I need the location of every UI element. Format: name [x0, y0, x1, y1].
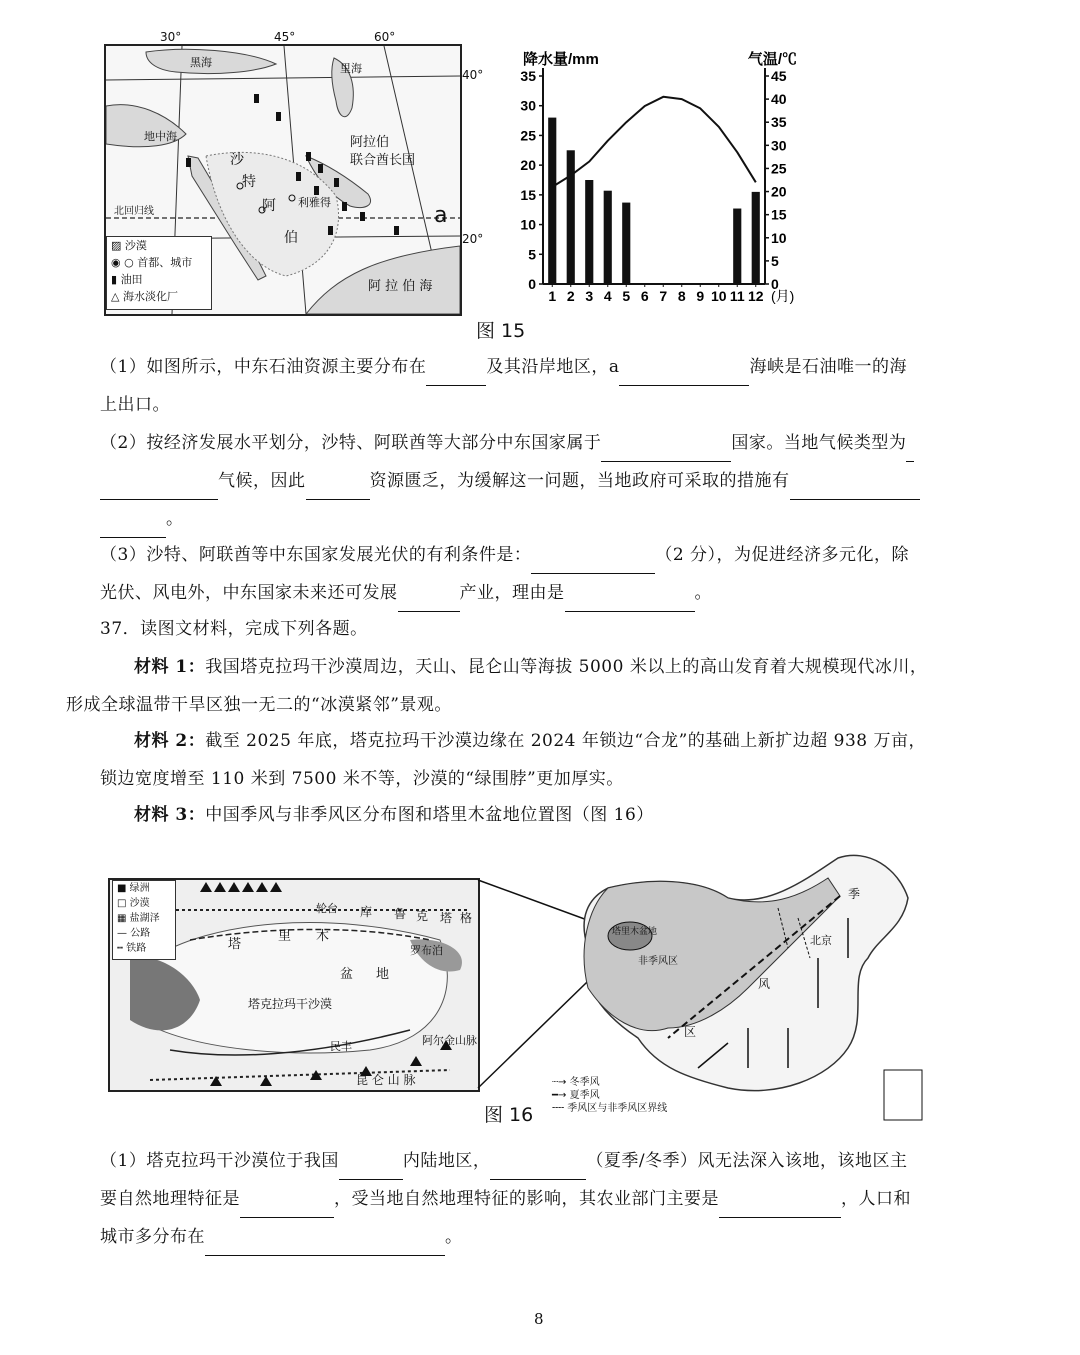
right-tick-label: 10	[771, 229, 787, 246]
left-tick-label: 25	[520, 127, 536, 144]
fig15-caption: 图 15	[476, 320, 526, 342]
map-label-sha: 沙	[230, 152, 244, 168]
lat-20: 20°	[462, 232, 484, 246]
tarim-label-pen: 盆	[340, 967, 354, 982]
q2-blank-2[interactable]	[100, 477, 218, 500]
x-tick-label: 3	[585, 288, 594, 304]
left-tick-label: 10	[520, 216, 536, 233]
q1-block: （1）如图所示，中东石油资源主要分布在 及其沿岸地区，a 海峡是石油唯一的海 上出口。	[100, 357, 907, 415]
left-axis-title: 降水量/mm	[523, 51, 599, 68]
lat-40: 40°	[462, 68, 484, 82]
map-label-black-sea: 黑海	[190, 56, 212, 69]
x-tick-label: 12	[747, 288, 764, 304]
q37-1-blank-5[interactable]	[205, 1233, 445, 1256]
china-label-feng: 风	[758, 977, 771, 991]
q2-blank-4b[interactable]	[100, 515, 166, 538]
china-label-beijing: 北京	[810, 934, 832, 947]
q2-blank-1[interactable]	[601, 439, 731, 462]
x-tick-label: 10	[710, 288, 727, 304]
china-label-qu: 区	[684, 1025, 697, 1039]
tarim-label-luntai: 轮台	[316, 902, 338, 915]
map-label-a: 阿	[262, 198, 276, 214]
q3-blank-1[interactable]	[531, 551, 655, 574]
q2-blank-4[interactable]	[790, 477, 920, 500]
right-tick-label: 40	[771, 91, 787, 108]
right-tick-label: 45	[771, 68, 787, 84]
precip-bar	[752, 192, 760, 284]
right-axis-title: 气温/℃	[747, 51, 797, 68]
material-2: 材料 2：截至 2025 年底，塔克拉玛干沙漠边缘在 2024 年锁边“合龙”的基础上新扩边超 938 万亩， 锁边宽度增至 110 米到 7500 米不等，沙漠的“绿围脖”更加厚实。	[100, 731, 927, 789]
tarim-label-li: 里	[278, 929, 292, 944]
precip-bar	[548, 118, 556, 284]
material-3: 材料 3：中国季风与非季风区分布图和塔里木盆地位置图（图 16）	[134, 805, 654, 825]
q37-1-blank-2[interactable]	[490, 1157, 586, 1180]
legend-summer-monsoon: ━→ 夏季风	[552, 1090, 600, 1101]
right-tick-label: 35	[771, 114, 787, 131]
legend-rail: ┅ 铁路	[117, 943, 147, 954]
x-tick-label: 5	[622, 288, 631, 304]
q2-block: （2）按经济发展水平划分，沙特、阿联酋等大部分中东国家属于 国家。当地气候类型为 气候，因此 资源匮乏，为缓解这一问题，当地政府可采取的措施有 。	[100, 424, 975, 538]
legend-road: — 公路	[117, 928, 151, 939]
x-tick-label: 8	[677, 288, 686, 304]
page-number: 8	[534, 1310, 544, 1328]
q3-blank-3[interactable]	[565, 589, 695, 612]
legend-sand: □ 沙漠	[117, 898, 150, 909]
china-label-tarim: 塔里木盆地	[612, 927, 658, 937]
right-tick-label: 15	[771, 206, 787, 223]
legend-saltlake: ▦ 盐湖泽	[117, 913, 160, 924]
map-label-caspian-sea: 里海	[340, 62, 362, 75]
map-label-uae-1: 阿拉伯	[350, 135, 390, 150]
tarim-label-ge: 格	[460, 911, 473, 925]
x-tick-label: 6	[640, 288, 649, 304]
tarim-label-ta2: 塔	[440, 911, 453, 925]
x-unit-label: (月)	[771, 288, 795, 304]
x-tick-label: 7	[659, 288, 668, 304]
q37-1-blank-1[interactable]	[339, 1157, 403, 1180]
lon-45: 45°	[274, 30, 296, 44]
q37-heading: 37．读图文材料，完成下列各题。	[100, 619, 368, 639]
tarim-label-ta: 塔	[228, 937, 242, 952]
q37-1-block: （1）塔克拉玛干沙漠位于我国 内陆地区， （夏季/冬季）风无法深入该地，该地区主 要自然地理特征是 ，受当地自然地理特征的影响，其农业部门主要是 ，人口和 城市多分布在 。	[100, 1142, 975, 1256]
q37-1-blank-3[interactable]	[240, 1195, 334, 1218]
tarim-label-altun: 阿尔金山脉	[422, 1034, 477, 1047]
precip-bar	[567, 150, 575, 284]
tarim-label-kunlun: 昆 仑 山 脉	[356, 1073, 416, 1087]
china-label-nonmonsoon: 非季风区	[638, 956, 678, 967]
left-tick-label: 35	[520, 68, 536, 84]
q37-1-blank-4[interactable]	[719, 1195, 841, 1218]
china-label-ji: 季	[848, 887, 861, 901]
x-tick-label: 4	[603, 288, 612, 304]
left-tick-label: 5	[528, 246, 536, 263]
map-label-uae-2: 联合酋长国	[350, 153, 416, 168]
tarim-label-desert: 塔克拉玛干沙漠	[248, 997, 333, 1011]
fig16-caption: 图 16	[484, 1104, 534, 1126]
map-label-strait-a: a	[434, 203, 448, 228]
right-tick-label: 20	[771, 183, 787, 200]
legend-oasis: ■ 绿洲	[117, 883, 150, 894]
climate-chart	[515, 44, 820, 314]
x-tick-label: 2	[566, 288, 575, 304]
precip-bar	[585, 180, 593, 284]
map-label-arabian-sea: 阿 拉 伯 海	[368, 279, 433, 294]
left-tick-label: 30	[520, 97, 536, 114]
tarim-label-di: 地	[376, 967, 390, 982]
lon-30: 30°	[160, 30, 182, 44]
right-tick-label: 0	[771, 276, 779, 292]
x-tick-label: 1	[548, 288, 557, 304]
tarim-label-ku: 库	[360, 905, 373, 919]
q3-block: （3）沙特、阿联酋等中东国家发展光伏的有利条件是： （2 分），为促进经济多元化，除 光伏、风电外，中东国家未来还可发展 产业，理由是 。	[100, 536, 975, 612]
tarim-label-lopnur: 罗布泊	[410, 944, 443, 957]
map-label-riyadh: 利雅得	[298, 196, 331, 209]
left-tick-label: 20	[520, 157, 536, 174]
temperature-line	[552, 97, 756, 187]
left-tick-label: 0	[528, 276, 536, 292]
tarim-label-minfeng: 民丰	[330, 1040, 352, 1053]
map-label-te: 特	[242, 174, 256, 190]
tarim-label-lu: 鲁	[394, 907, 407, 921]
precip-bar	[604, 191, 612, 284]
x-tick-label: 11	[729, 288, 745, 304]
tarim-legend	[112, 880, 176, 960]
legend-desert: ▨ 沙漠	[111, 239, 147, 252]
map15-legend	[106, 236, 212, 310]
legend-winter-monsoon: ┈→ 冬季风	[552, 1077, 600, 1088]
map-label-bo: 伯	[284, 230, 298, 246]
x-tick-label: 9	[696, 288, 705, 304]
legend-boundary: ╌╌ 季风区与非季风区界线	[552, 1103, 668, 1114]
left-tick-label: 15	[520, 186, 536, 203]
q3-blank-2[interactable]	[398, 589, 460, 612]
map-label-tropic: 北回归线	[114, 206, 154, 217]
precip-bar	[733, 209, 741, 284]
q2-blank-3[interactable]	[306, 477, 370, 500]
china-legend	[552, 1076, 667, 1115]
legend-capital: ◉ ○ 首都、城市	[111, 256, 193, 269]
lon-60: 60°	[374, 30, 396, 44]
right-tick-label: 25	[771, 160, 787, 177]
right-tick-label: 30	[771, 137, 787, 154]
map-label-mediterranean: 地中海	[144, 130, 177, 143]
material-1: 材料 1：我国塔克拉玛干沙漠周边，天山、昆仑山等海拔 5000 米以上的高山发育着大规模现代冰川， 形成全球温带干旱区独一无二的“冰漠紧邻”景观。	[66, 657, 928, 715]
tarim-label-mu: 木	[316, 929, 330, 944]
right-tick-label: 5	[771, 252, 779, 269]
tarim-label-ke: 克	[416, 909, 429, 923]
legend-oilfield: ▮ 油田	[111, 273, 143, 286]
q1-blank-1[interactable]	[426, 363, 486, 386]
precip-bar	[622, 203, 630, 284]
legend-desal: △ 海水淡化厂	[111, 290, 178, 303]
q2-blank-2a[interactable]	[906, 439, 914, 462]
q1-blank-2[interactable]	[619, 363, 749, 386]
